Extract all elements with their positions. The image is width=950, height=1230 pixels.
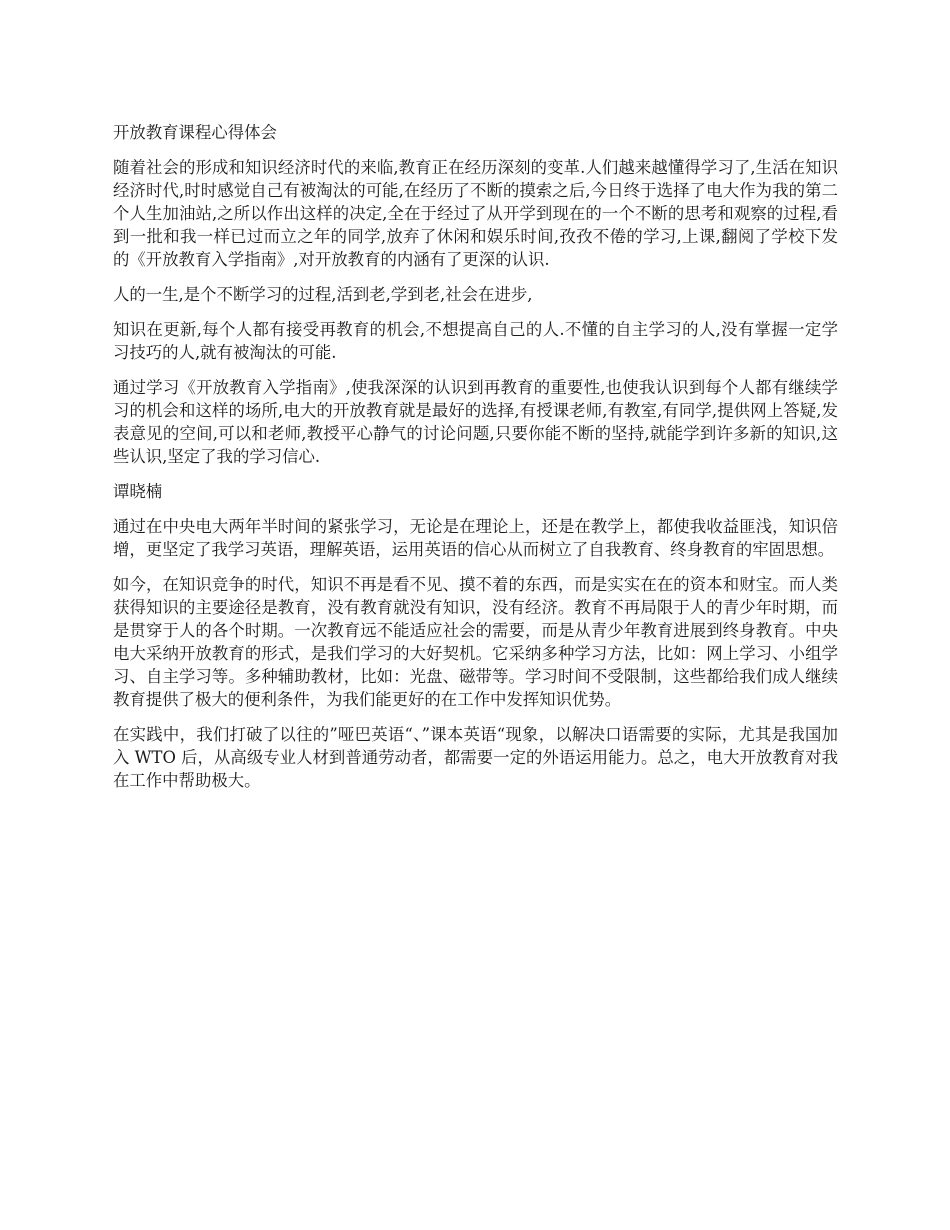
paragraph-practice: 在实践中，我们打破了以往的”哑巴英语“、”课本英语“现象，以解决口语需要的实际，尤其是我国加入 WTO 后，从高级专业人材到普通劳动者，都需要一定的外语运用能力。总之，电大开放教育对我在工作中帮助极大。 — [113, 725, 838, 790]
author-name: 谭晓楠 — [113, 482, 163, 501]
paragraph-lifelong: 人的一生,是个不断学习的过程,活到老,学到老,社会在进步, — [113, 285, 533, 304]
document-title: 开放教育课程心得体会 — [113, 123, 277, 142]
paragraph-knowledge-era: 如今，在知识竞争的时代，知识不再是看不见、摸不着的东西，而是实实在在的资本和财宝。而人类获得知识的主要途径是教育，没有教育就没有知识，没有经济。教育不再局限于人的青少年时期，而是贯穿于人的各个时期。一次教育远不能适应社会的需要，而是从青少年教育进展到终身教育。中央电大采纳开放教育的形式，是我们学习的大好契机。它采纳多种学习方法，比如：网上学习、小组学习、自主学习等。多种辅助教材，比如：光盘、磁带等。学习时间不受限制，这些都给我们成人继续教育提供了极大的便利条件，为我们能更好的在工作中发挥知识优势。 — [113, 575, 838, 709]
paragraph-guide: 通过学习《开放教育入学指南》,使我深深的认识到再教育的重要性,也使我认识到每个人都有继续学习的机会和这样的场所,电大的开放教育就是最好的选择,有授课老师,有教室,有同学,提供网上答疑,发表意见的空间,可以和老师,教授平心静气的讨论问题,只要你能不断的坚持,就能学到许多新的知识,这些认识,坚定了我的学习信心. — [113, 378, 838, 466]
paragraph-knowledge-update: 知识在更新,每个人都有接受再教育的机会,不想提高自己的人.不懂的自主学习的人,没有掌握一定学习技巧的人,就有被淘汰的可能. — [113, 320, 838, 362]
paragraph-intro: 随着社会的形成和知识经济时代的来临,教育正在经历深刻的变革.人们越来越懂得学习了,生活在知识经济时代,时时感觉自己有被淘汰的可能,在经历了不断的摸索之后,今日终于选择了电大作为我的第二个人生加油站,之所以作出这样的决定,全在于经过了从开学到现在的一个不断的思考和观察的过程,看到一批和我一样已过而立之年的同学,放弃了休闲和娱乐时间,孜孜不倦的学习,上课,翻阅了学校下发的《开放教育入学指南》,对开放教育的内涵有了更深的认识. — [113, 158, 838, 269]
paragraph-study-summary: 通过在中央电大两年半时间的紧张学习，无论是在理论上，还是在教学上，都使我收益匪浅，知识倍增，更坚定了我学习英语，理解英语，运用英语的信心从而树立了自我教育、终身教育的牢固思想。 — [113, 517, 838, 559]
document-page — [113, 121, 838, 804]
